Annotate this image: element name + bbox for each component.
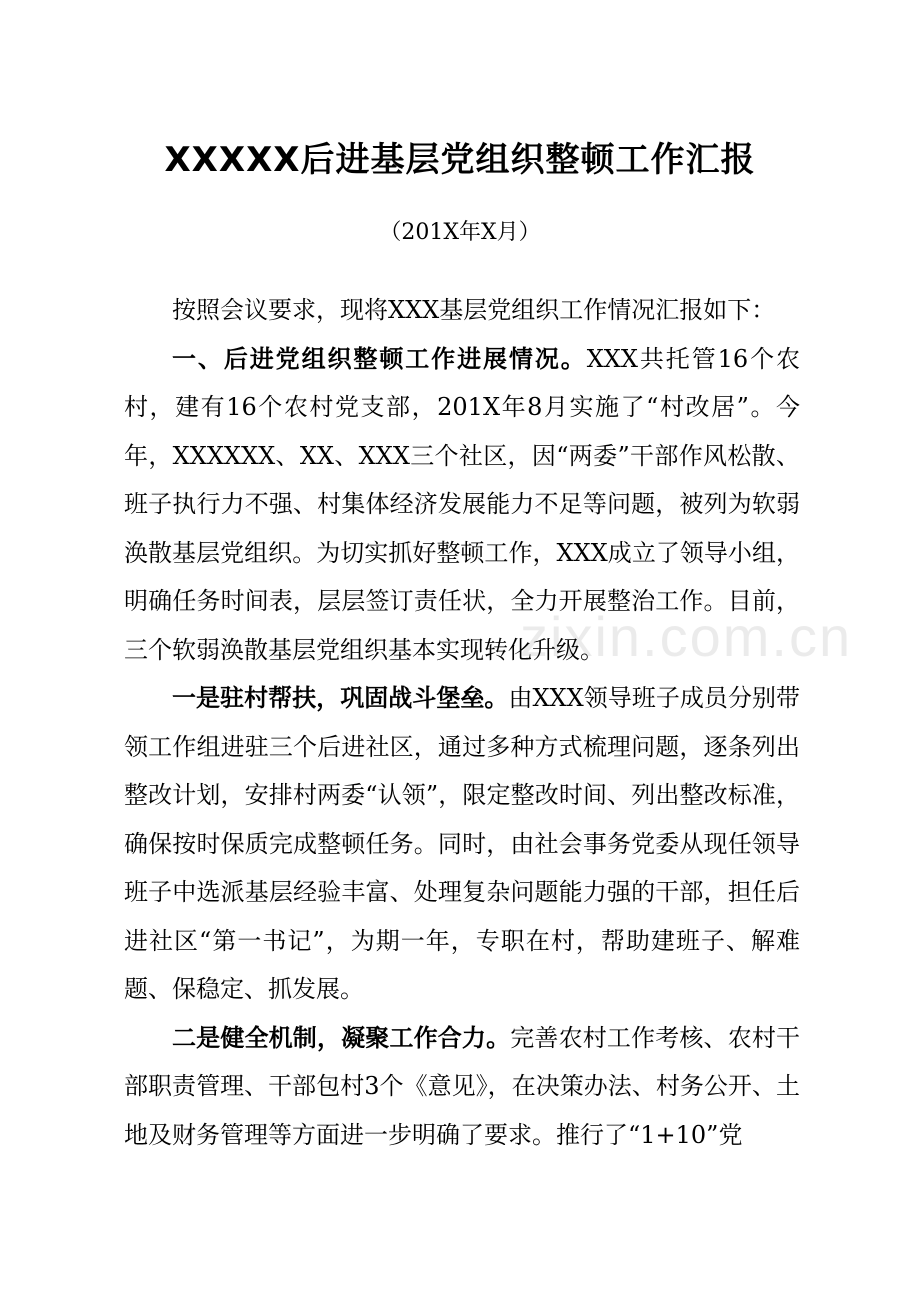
section1-heading: 一、后进党组织整顿工作进展情况。 <box>172 344 587 373</box>
point1-text: 由XXX领导班子成员分别带领工作组进驻三个后进社区，通过多种方式梳理问题，逐条列出整改计划，安排村两委“认领”，限定整改时间、列出整改标准，确保按时保质完成整顿任务。同时，由社会事务党委从现任领导班子中选派基层经验丰富、处理复杂问题能力强的干部，担任后进社区“第一书记”，为期一年，专职在村，帮助建班子、解难题、保稳定、抓发展。 <box>124 684 801 1003</box>
point2-text: 完善农村工作考核、农村干部职责管理、干部包村3个《意见》，在决策办法、村务公开、土地及财务管理等方面进一步明确了要求。推行了“1+10”党 <box>124 1023 801 1149</box>
section1-text: XXX共托管16个农村，建有16个农村党支部，201X年8月实施了“村改居”。今年，XXXXXX、XX、XXX三个社区，因“两委”干部作风松散、班子执行力不强、村集体经济发展能力不足等问题，被列为软弱涣散基层党组织。为切实抓好整顿工作，XXX成立了领导小组，明确任务时间表，层层签订责任状，全力开展整治工作。目前，三个软弱涣散基层党组织基本实现转化升级。 <box>124 344 801 664</box>
document-body <box>124 286 800 1159</box>
document-date: （201X年X月） <box>379 220 541 245</box>
intro-paragraph <box>124 286 800 335</box>
intro-text: 按照会议要求，现将XXX基层党组织工作情况汇报如下： <box>172 296 776 324</box>
watermark: zixin.com.cn <box>520 605 853 668</box>
point2-paragraph <box>124 1014 800 1160</box>
document-title: XXXXX后进基层党组织整顿工作汇报 <box>164 140 756 180</box>
point2-heading: 二是健全机制，凝聚工作合力。 <box>172 1023 511 1052</box>
point1-paragraph <box>124 674 800 1014</box>
point1-heading: 一是驻村帮扶，巩固战斗堡垒。 <box>172 684 509 712</box>
section1-paragraph <box>124 335 800 675</box>
